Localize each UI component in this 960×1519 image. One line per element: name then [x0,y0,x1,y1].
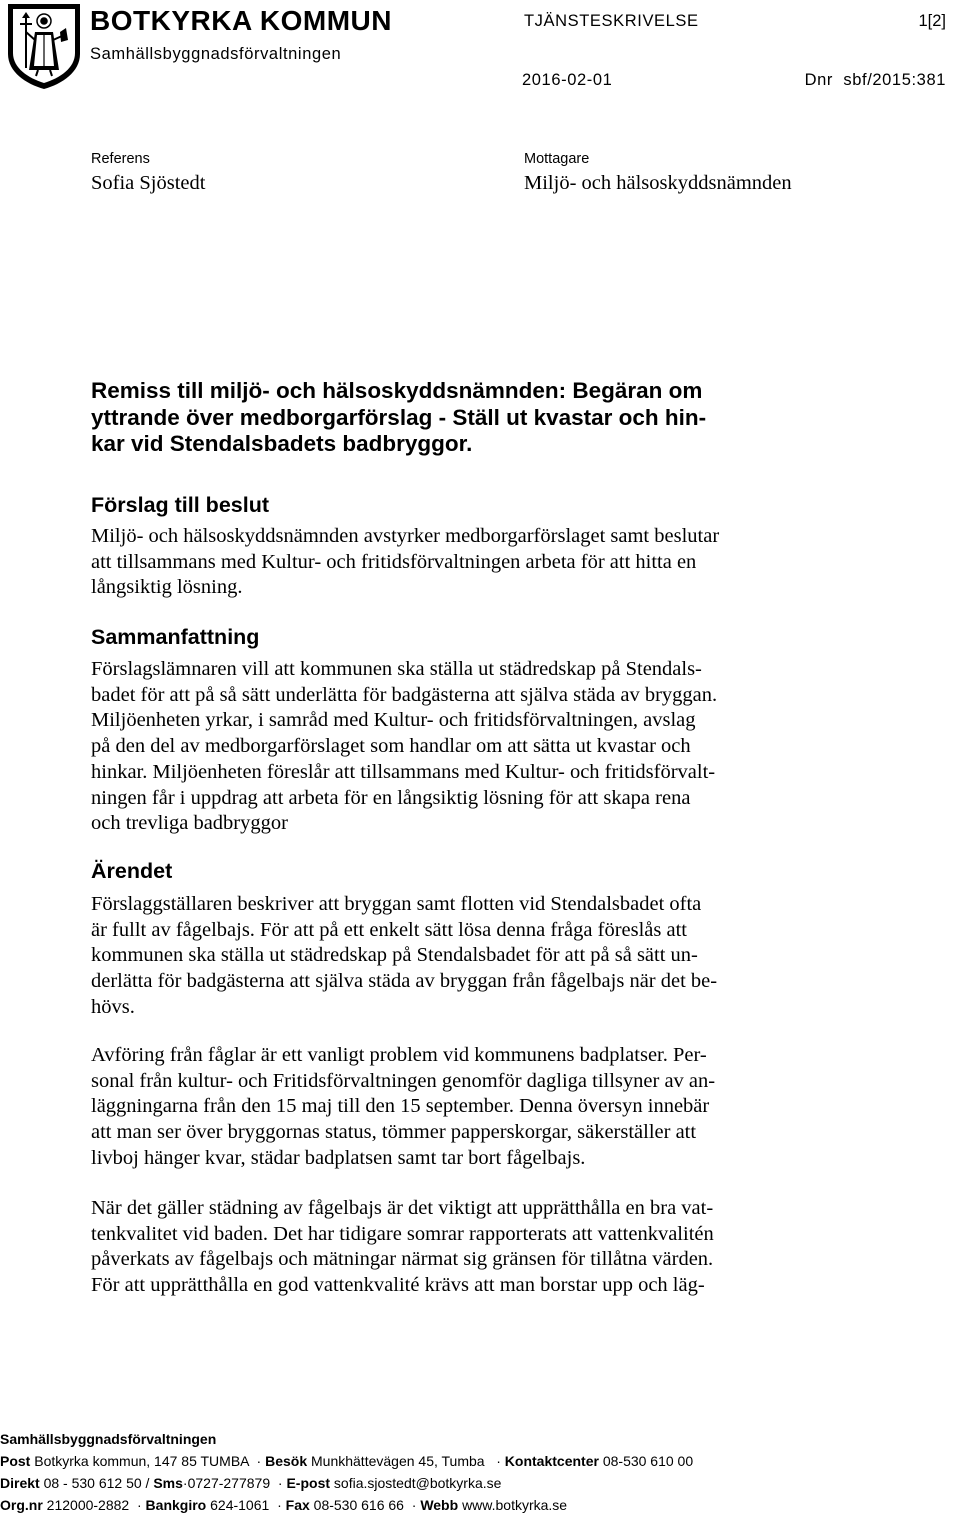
text-line: Miljöenheten yrkar, i samråd med Kultur- och fritidsförvaltningen, avslag [91,709,696,732]
text-line: kommunen ska ställa ut städredskap på Stendalsbadet för att på så sätt un- [91,944,698,967]
footer-fax-label: Fax [285,1497,310,1513]
section-heading-forslag: Förslag till beslut [91,493,269,517]
text-line: För att upprätthålla en god vattenkvalité krävs att man borstar upp och läg- [91,1274,705,1297]
footer-webb-value[interactable]: www.botkyrka.se [462,1497,568,1513]
title-line: kar vid Stendalsbadets badbryggor. [91,431,473,456]
text-line: läggningarna från den 15 maj till den 15 september. Denna översyn innebär [91,1095,710,1118]
footer-direkt-label: Direkt [0,1475,40,1491]
footer-sms-value: 0727-277879 [187,1475,271,1491]
footer-besok-label: Besök [265,1453,308,1469]
footer-orgnr-value: 212000-2882 [46,1497,130,1513]
text-line: När det gäller städning av fågelbajs är det viktigt att upprätthålla en bra vat- [91,1197,714,1219]
text-line: att tillsammans med Kultur- och fritidsförvaltningen arbeta för att hitta en [91,550,697,573]
paragraph-sammanfattning [91,657,811,837]
text-line: badet för att på så sätt underlätta för badgästerna att själva städa av bryggan. [91,683,718,706]
text-line: hövs. [91,995,135,1018]
text-line: och trevliga badbryggor [91,812,288,835]
coat-of-arms-icon [4,2,84,90]
footer-sms-label: Sms [153,1475,183,1491]
footer-row-2: Direkt 08 - 530 612 50 / Sms·0727-277879 · E-post sofia.sjostedt@botkyrka.se [0,1475,502,1491]
footer-kontakt-label: Kontaktcenter [504,1453,599,1469]
text-line: att man ser över bryggornas status, tömmer papperskorgar, säkerställer att [91,1121,697,1144]
text-line: långsiktig lösning. [91,576,243,599]
footer-fax-value: 08-530 616 66 [313,1497,404,1513]
text-line: påverkats av fågelbajs och mätningar närmat sig gränsen för tillåtna värden. [91,1248,714,1271]
text-line: sonal från kultur- och Fritidsförvaltningen genomför dagliga tillsyner av an- [91,1069,716,1092]
footer-kontakt-value: 08-530 610 00 [602,1453,694,1469]
footer-row-3: Org.nr 212000-2882 · Bankgiro 624-1061 · Fax 08-530 616 66 · Webb www.botkyrka.se [0,1497,568,1513]
text-line: Avföring från fåglar är ett vanligt problem vid kommunens badplatser. Per- [91,1044,707,1066]
footer-bankgiro-value: 624-1061 [210,1497,270,1513]
paragraph-forslag [91,524,811,601]
text-line: hinkar. Miljöenheten föreslår att tillsammans med Kultur- och fritidsförvalt- [91,760,716,783]
footer-dept: Samhällsbyggnadsförvaltningen [0,1431,217,1447]
footer-orgnr-label: Org.nr [0,1497,43,1513]
text-line: tenkvalitet vid baden. Det har tidigare somrar rapporterats att vattenkvalitén [91,1222,714,1245]
text-line: derlätta för badgästerna att själva städa av bryggan från fågelbajs när det be- [91,970,718,993]
section-heading-sammanfattning: Sammanfattning [91,625,260,649]
reference-name: Sofia Sjöstedt [91,172,206,194]
diary-number: Dnr sbf/2015:381 [804,71,946,89]
text-line: Förslagslämnaren vill att kommunen ska ställa ut städredskap på Stendals- [91,658,702,680]
reference-label: Referens [91,151,150,167]
footer-post-label: Post [0,1453,31,1469]
text-line: på den del av medborgarförslaget som handlar om att sätta ut kvastar och [91,735,691,758]
page-number: 1[2] [918,12,946,30]
title-line: Remiss till miljö- och hälsoskyddsnämnden: Begäran om [91,378,703,403]
footer-dept-row [0,1428,216,1450]
document-type: TJÄNSTESKRIVELSE [524,12,699,30]
text-line: ningen får i uppdrag att arbeta för en långsiktig lösning för att skapa rena [91,786,691,809]
footer-direkt-value: 08 - 530 612 50 / [43,1475,150,1491]
document-title [91,378,811,458]
footer-webb-label: Webb [420,1497,459,1513]
text-line: Förslaggställaren beskriver att bryggan samt flotten vid Stendalsbadet ofta [91,893,702,915]
document-date: 2016-02-01 [522,71,613,89]
footer-epost-label: E-post [286,1475,331,1491]
paragraph-arendet-1 [91,892,811,1021]
text-line: livboj hänger kvar, städar badplatsen samt tar bort fågelbajs. [91,1146,586,1169]
footer-epost-value[interactable]: sofia.sjostedt@botkyrka.se [333,1475,502,1491]
municipality-name: BOTKYRKA KOMMUN [90,5,392,36]
paragraph-arendet-2 [91,1043,811,1172]
text-line: Miljö- och hälsoskyddsnämnden avstyrker medborgarförslaget samt beslutar [91,525,720,547]
footer-row-1: Post Botkyrka kommun, 147 85 TUMBA · Besök Munkhättevägen 45, Tumba · Kontaktcenter 08-530 610 00 [0,1453,694,1469]
text-line: är fullt av fågelbajs. För att på ett enkelt sätt lösa denna fråga föreslås att [91,918,687,941]
title-line: yttrande över medborgarförslag - Ställ ut kvastar och hin- [91,404,707,430]
footer-post-value: Botkyrka kommun, 147 85 TUMBA [34,1453,249,1469]
section-heading-arendet: Ärendet [91,859,173,883]
paragraph-arendet-3 [91,1196,811,1299]
footer-bankgiro-label: Bankgiro [145,1497,207,1513]
recipient-label: Mottagare [524,151,590,167]
recipient-name: Miljö- och hälsoskyddsnämnden [524,172,792,194]
footer-besok-value: Munkhättevägen 45, Tumba [311,1453,485,1469]
department-name: Samhällsbyggnadsförvaltningen [90,45,342,63]
